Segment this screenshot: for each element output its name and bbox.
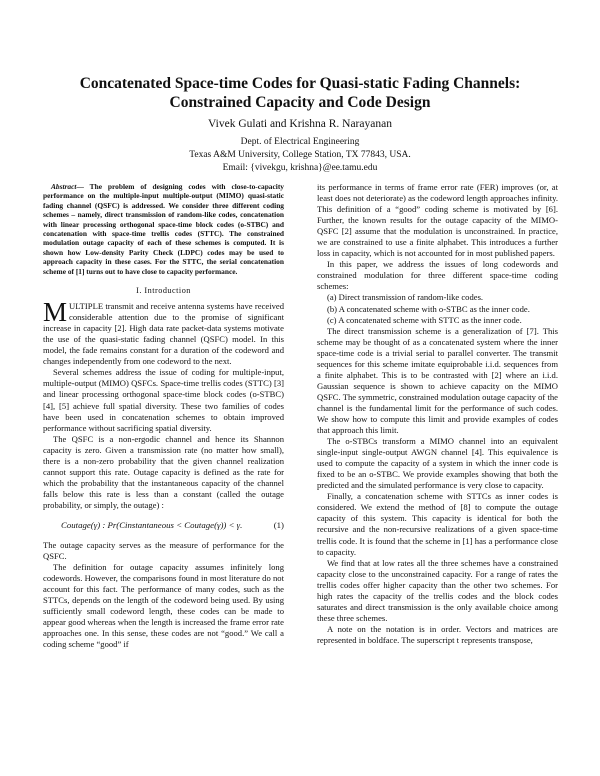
equation-number: (1) (273, 520, 284, 530)
right-paragraph-1: its performance in terms of frame error rate (FER) improves (or, at least does not deteriorate) as the codeword length approaches infinity. This definition of a “good” coding scheme is motivated by [6]. Further, the known results for the outage capacity of the MIMO-QSFC [2] assume that the modulation is unconstrained. In practice, we are constrained to use a finite alphabet. This introduces a further loss in capacity, which is not accounted for in most published papers. (317, 182, 558, 259)
drop-cap: M (43, 297, 68, 328)
affiliation-email: Email: {vivekgu, krishna}@ee.tamu.edu (222, 163, 378, 173)
intro-paragraph-5: The definition for outage capacity assumes infinitely long codewords. However, the comparisons found in most literature do not account for this fact. The performance of many codes, such as the STTCs, depends on the length of the codeword being used. By using sufficiently small codeword length, these codes can be made to appear good whereas when the length is increased the frame error rate approaches one. In this sense, these codes are not “good.” We call a coding scheme “good” if (43, 562, 284, 650)
right-paragraph-7: A note on the notation is in order. Vectors and matrices are represented in boldface. The superscript t represents transpose, (317, 623, 558, 645)
right-column (317, 182, 558, 646)
scheme-list (317, 292, 558, 325)
equation-1 (61, 520, 284, 531)
list-item: (a) Direct transmission of random-like codes. (327, 292, 484, 303)
authors: Vivek Gulati and Krishna R. Narayanan (208, 118, 392, 130)
intro-paragraph-3: The QSFC is a non-ergodic channel and hence its Shannon capacity is zero. Given a transmission rate (no matter how small), there is a non-zero probability that the given channel realization cannot support this rate. Outage capacity is defined as the rate for which the probability that the instantaneous capacity of the channel falls below this rate is less than a constant (called the outage probability, or simply, the outage) : (43, 433, 284, 510)
paper-title: Concatenated Space-time Codes for Quasi-static Fading Channels: Constrained Capacity and Code Design (79, 75, 521, 111)
list-item: (b) A concatenated scheme with o-STBC as the inner code. (327, 303, 530, 314)
intro-paragraph-4: The outage capacity serves as the measure of performance for the QSFC. (43, 540, 284, 562)
right-paragraph-4: The o-STBCs transform a MIMO channel into an equivalent single-input single-output AWGN channel [4]. This equivalence is used to compute the capacity of a system in which the inner code is fixed to be an o-STBC. We provide examples showing that both the predicted and the simulated performance is very close to capacity. (317, 436, 558, 491)
affiliation-dept: Dept. of Electrical Engineering (240, 137, 360, 147)
intro-paragraph-1: MULTIPLE transmit and receive antenna systems have received considerable attention due to the promise of significant increase in capacity [2]. High data rate packet-data systems motivate the use of the quasi-static fading channel (QSFC) model. In this model, the fade remains constant for a duration of the codeword and changes independently from one codeword to the next. (43, 297, 284, 367)
right-paragraph-6: We find that at low rates all the three schemes have a constrained capacity close to the unconstrained capacity. For a range of rates the trellis codes offer higher capacity than the other two schemes. For high rates the capacity of the trellis codes and the block codes saturates and direct transmission is the only available choice among these three schemes. (317, 557, 558, 623)
right-paragraph-5: Finally, a concatenation scheme with STTCs as inner codes is considered. We extend the method of [8] to compute the outage capacity of this system. This capacity is identical for both the recursive and the non-recursive realizations of a given space-time trellis code. It is found that the scheme in [1] has a performance close to capacity. (317, 491, 558, 557)
intro-paragraph-2: Several schemes address the issue of coding for multiple-input, multiple-output (MIMO) QSFCs. Space-time trellis codes (STTC) [3] and linear processing orthogonal space-time block codes (o-STBC) [4], [5] achieve full spatial diversity. These two families of codes have been used in concatenation schemes to obtain improved performance without sacrificing spatial diversity. (43, 367, 284, 433)
left-column (43, 182, 284, 651)
abstract-text: — The problem of designing codes with close-to-capacity performance on the multiple-input multiple-output (MIMO) quasi-static fading channel (QSFC) is addressed. We consider three different coding schemes – namely, direct transmission of random-like codes, concatenation with linear processing orthogonal space-time block codes (o-STBC) and concatenation with space-time trellis codes (STTC). The constrained modulation outage capacity of each of these schemes is computed. It is shown how Low-density Parity Check (LDPC) codes may be used to approach capacity in these cases. For the STTC, the serial concatenation scheme of [1] turns out to have close to capacity performance. (43, 182, 284, 276)
section-heading-introduction: I. Introduction (136, 286, 191, 296)
abstract-label: Abstract (51, 182, 77, 191)
abstract (43, 182, 284, 276)
list-item: (c) A concatenated scheme with STTC as the inner code. (327, 314, 522, 325)
right-paragraph-2: In this paper, we address the issues of long codewords and constrained modulation for three different space-time coding schemes: (317, 259, 558, 292)
affiliation-address: Texas A&M University, College Station, TX 77843, USA. (189, 150, 411, 160)
right-paragraph-3: The direct transmission scheme is a generalization of [7]. This scheme may be thought of as a concatenated system where the inner space-time code is a trivial serial to parallel converter. The transmit sequences for this scheme imitate equiprobable i.i.d. sequences from a finite alphabet. This is to be contrasted with [2] where an i.i.d. Gaussian sequence is shown to achieve capacity on the MIMO QSFC. The symmetric, constrained modulation outage capacity of the channel is the fundamental limit for the performance of such codes. We show how to compute this limit and provide examples of codes that approach this limit. (317, 325, 558, 436)
equation-body: Coutage(γ) : Pr(Cinstantaneous < Coutage(γ)) < γ. (61, 520, 243, 530)
